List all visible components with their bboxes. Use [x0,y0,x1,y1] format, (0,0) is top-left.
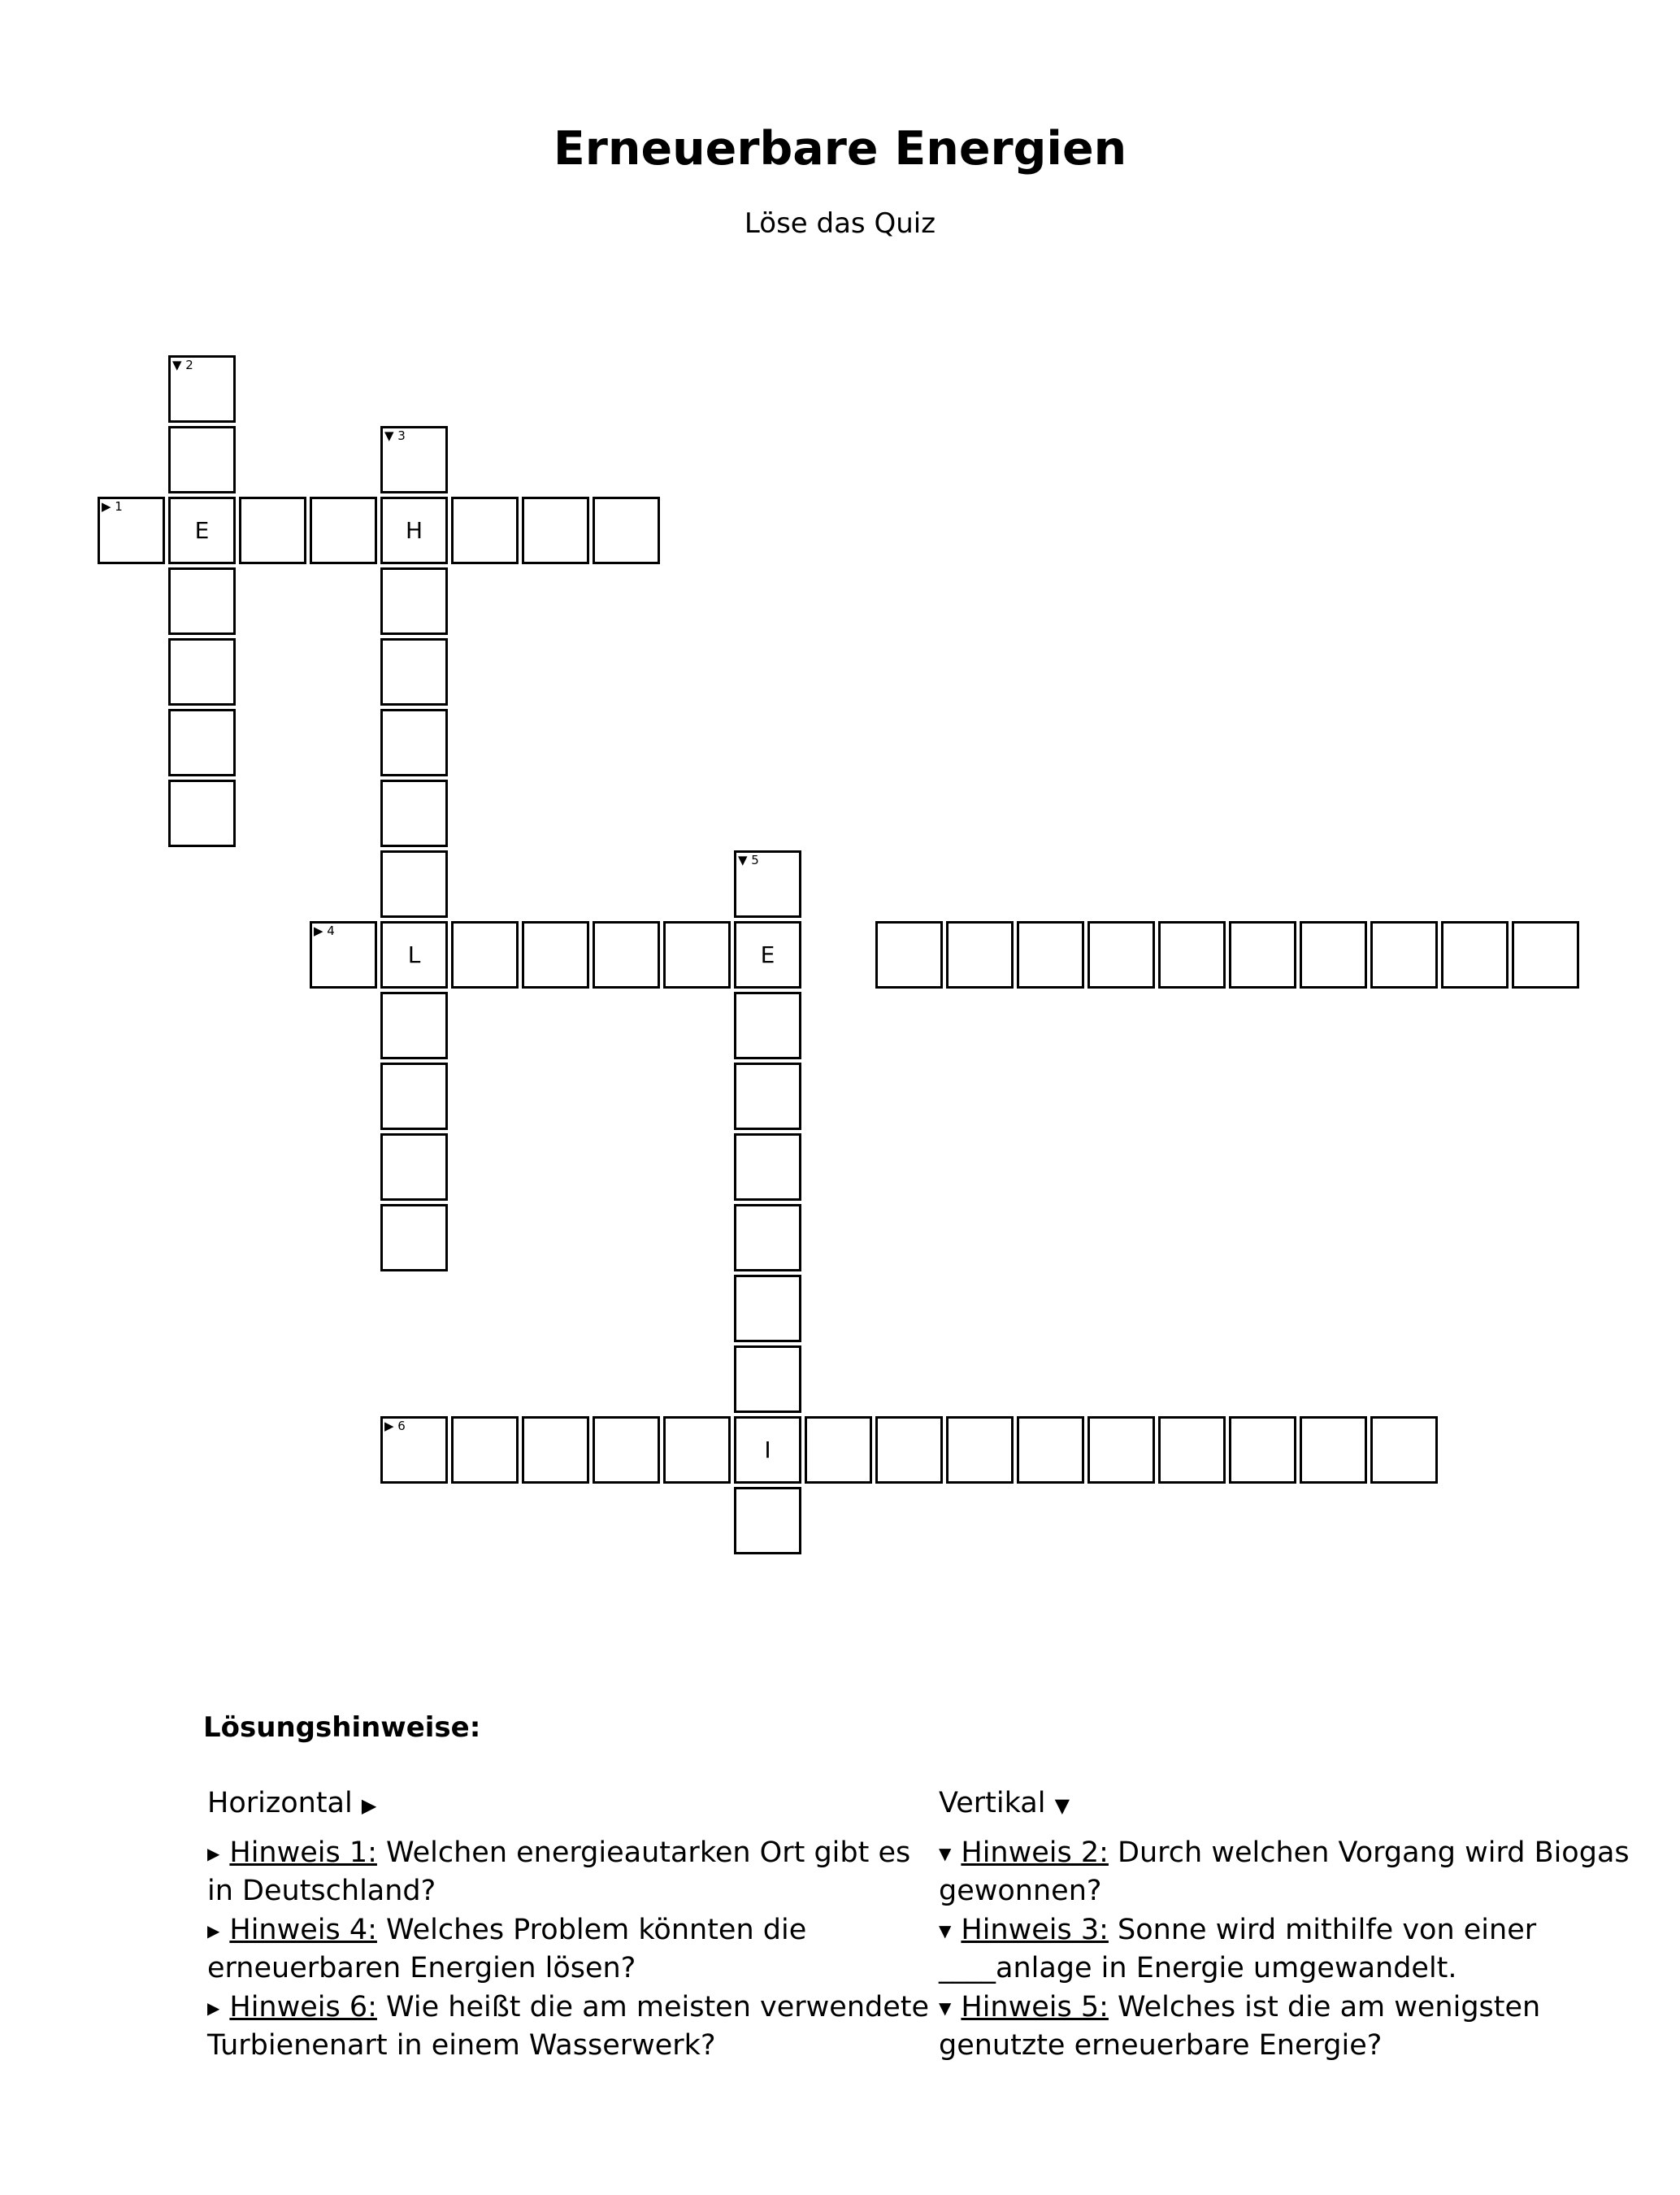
crossword-cell[interactable] [168,780,236,847]
hint-text: Welchen energieautarken Ort gibt es in Deutschland? [207,1836,911,1907]
crossword-cell[interactable] [1017,1416,1084,1484]
crossword-cell[interactable] [380,921,448,989]
hints-heading: Lösungshinweise: [203,1711,481,1744]
crossword-cell[interactable] [522,921,589,989]
hint-text: Durch welchen Vorgang wird Biogas gewonnen? [939,1836,1630,1907]
crossword-cell[interactable] [663,921,731,989]
crossword-cell[interactable] [1229,921,1296,989]
clue-number: ▼ 2 [172,358,193,372]
crossword-cell[interactable] [734,1063,801,1130]
horizontal-heading [207,1784,931,1824]
crossword-cell[interactable] [734,1487,801,1554]
crossword-cell[interactable] [663,1416,731,1484]
cell-letter: E [760,941,775,968]
crossword-cell[interactable] [1087,1416,1155,1484]
crossword-cell[interactable] [451,1416,519,1484]
crossword-cell[interactable] [380,1416,448,1484]
hint-item [939,1989,1662,2064]
hint-item [207,1911,931,1987]
crossword-cell[interactable] [734,1345,801,1413]
right-triangle-icon: ▶ [361,1794,377,1817]
crossword-cell[interactable] [1300,1416,1367,1484]
hint-item [939,1834,1662,1910]
hint-label: Hinweis 1: [229,1836,377,1869]
crossword-cell[interactable] [1087,921,1155,989]
crossword-cell[interactable] [1158,921,1226,989]
crossword-cell[interactable] [946,1416,1014,1484]
crossword-cell[interactable] [380,1204,448,1271]
crossword-cell[interactable] [168,638,236,706]
hint-label: Hinweis 5: [961,1991,1109,2023]
page-subtitle: Löse das Quiz [744,207,936,240]
vertical-hint-list [939,1834,1662,2064]
crossword-cell[interactable] [1229,1416,1296,1484]
crossword-cell[interactable] [168,355,236,423]
crossword-cell[interactable] [451,497,519,564]
hint-text: Welches ist die am wenigsten genutzte erneuerbare Energie? [939,1991,1541,2062]
crossword-cell[interactable] [380,1133,448,1201]
hint-text: Welches Problem könnten die erneuerbaren Energien lösen? [207,1914,807,1984]
right-triangle-icon: ▶ [207,1844,220,1863]
crossword-cell[interactable] [98,497,165,564]
crossword-cell[interactable] [875,1416,943,1484]
crossword-cell[interactable] [734,992,801,1059]
clue-number: ▶ 1 [102,499,123,514]
hint-label: Hinweis 6: [229,1991,377,2023]
crossword-cell[interactable] [734,1133,801,1201]
crossword-cell[interactable] [380,850,448,918]
crossword-cell[interactable] [805,1416,872,1484]
hint-label: Hinweis 3: [961,1914,1109,1946]
vertical-title: Vertikal [939,1787,1046,1819]
cell-letter: L [407,941,421,968]
horizontal-title: Horizontal [207,1787,353,1819]
crossword-cell[interactable] [734,1275,801,1342]
crossword-cell[interactable] [168,567,236,635]
right-triangle-icon: ▶ [207,1998,220,2018]
down-triangle-icon: ▼ [939,1844,952,1863]
crossword-cell[interactable] [380,1063,448,1130]
crossword-cell[interactable] [380,780,448,847]
crossword-cell[interactable] [168,497,236,564]
crossword-cell[interactable] [1370,1416,1438,1484]
hint-label: Hinweis 2: [961,1836,1109,1869]
crossword-cell[interactable] [380,426,448,493]
crossword-cell[interactable] [734,921,801,989]
hint-item [939,1911,1662,1987]
hint-label: Hinweis 4: [229,1914,377,1946]
crossword-cell[interactable] [1017,921,1084,989]
crossword-cell[interactable] [593,921,660,989]
crossword-cell[interactable] [593,497,660,564]
crossword-cell[interactable] [380,497,448,564]
vertical-heading [939,1784,1662,1824]
down-triangle-icon: ▼ [939,1998,952,2018]
crossword-cell[interactable] [1370,921,1438,989]
crossword-cell[interactable] [168,709,236,776]
crossword-cell[interactable] [380,992,448,1059]
page-title: Erneuerbare Energien [553,122,1127,176]
down-triangle-icon: ▼ [939,1921,952,1941]
clue-number: ▶ 6 [384,1419,406,1433]
crossword-cell[interactable] [875,921,943,989]
cell-letter: H [405,517,423,544]
clue-number: ▼ 3 [384,428,406,443]
horizontal-hint-list [207,1834,931,2064]
down-triangle-icon: ▼ [1054,1794,1070,1817]
cell-letter: E [194,517,210,544]
crossword-cell[interactable] [1158,1416,1226,1484]
crossword-cell[interactable] [734,850,801,918]
crossword-cell[interactable] [593,1416,660,1484]
crossword-cell[interactable] [380,709,448,776]
clue-number: ▼ 5 [738,853,759,867]
crossword-cell[interactable] [239,497,306,564]
clue-number: ▶ 4 [314,924,335,938]
hint-item [207,1989,931,2064]
crossword-cell[interactable] [522,1416,589,1484]
crossword-cell[interactable] [522,497,589,564]
crossword-cell[interactable] [310,921,377,989]
hints-vertical [939,1784,1662,2066]
crossword-cell[interactable] [1512,921,1579,989]
hints-horizontal [207,1784,931,2066]
hint-text: Sonne wird mithilfe von einer ____anlage in Energie umgewandelt. [939,1914,1537,1984]
crossword-cell[interactable] [946,921,1014,989]
crossword-cell[interactable] [380,567,448,635]
right-triangle-icon: ▶ [207,1921,220,1941]
crossword-cell[interactable] [168,426,236,493]
crossword-cell[interactable] [310,497,377,564]
crossword-cell[interactable] [451,921,519,989]
crossword-cell[interactable] [1441,921,1509,989]
crossword-cell[interactable] [734,1204,801,1271]
cell-letter: I [764,1437,771,1463]
hint-item [207,1834,931,1910]
hint-text: Wie heißt die am meisten verwendete Turbienenart in einem Wasserwerk? [207,1991,930,2062]
crossword-cell[interactable] [1300,921,1367,989]
crossword-cell[interactable] [734,1416,801,1484]
crossword-cell[interactable] [380,638,448,706]
